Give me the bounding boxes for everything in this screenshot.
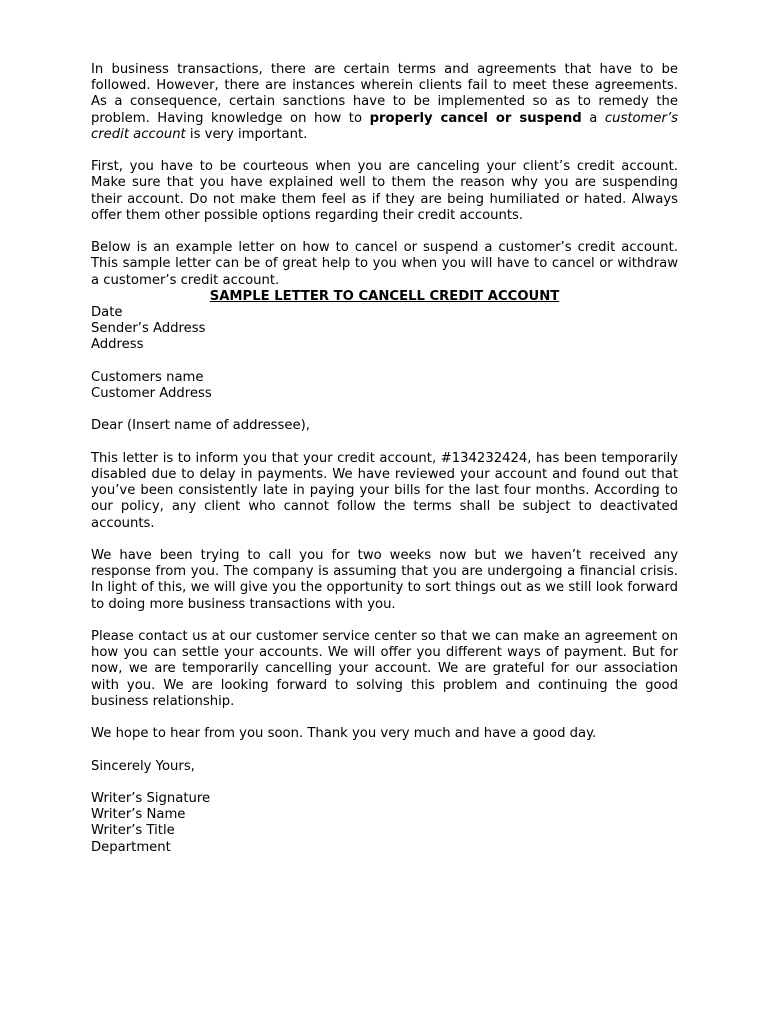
intro-text-c: is very important. xyxy=(185,126,308,142)
writer-title: Writer’s Title xyxy=(91,823,175,839)
sender-date: Date xyxy=(91,305,123,321)
writer-name: Writer’s Name xyxy=(91,807,186,823)
intro-italic-phrase: customer’s credit account xyxy=(91,110,679,142)
customer-block xyxy=(91,370,678,402)
salutation: Dear (Insert name of addressee), xyxy=(91,418,310,434)
customer-name: Customers name xyxy=(91,369,204,385)
sender-address-label: Sender’s Address xyxy=(91,321,206,337)
letter-heading: SAMPLE LETTER TO CANCELL CREDIT ACCOUNT xyxy=(209,288,560,304)
letter-body-2: We have been trying to call you for two weeks now but we haven’t received any response from you. The company is assuming that you are undergoing a financial crisis. In light of this, we will give you the opportunity to sort things out as we still look forward to doing more business transactions with you. xyxy=(91,548,678,612)
closing: Sincerely Yours, xyxy=(91,758,195,774)
intro-paragraph-1 xyxy=(91,62,678,143)
intro-bold-phrase: properly cancel or suspend xyxy=(369,110,582,126)
letter-body-1: This letter is to inform you that your credit account, #134232424, has been temporarily disabled due to delay in payments. We have reviewed your account and found out that you’ve been consistently late in paying your bills for the last four months. According to our policy, any client who cannot follow the terms shall be subject to deactivated accounts. xyxy=(91,450,678,531)
customer-address: Customer Address xyxy=(91,386,212,402)
signature-block xyxy=(91,791,678,856)
letter-body-3: Please contact us at our customer service center so that we can make an agreement on how you can settle your accounts. We will offer you different ways of payment. But for now, we are temporarily cancelling your account. We are grateful for our association with you. We are looking forward to solving this problem and continuing the good business relationship. xyxy=(91,629,678,709)
sender-address: Address xyxy=(91,337,144,353)
writer-signature: Writer’s Signature xyxy=(91,790,211,806)
letter-body-4: We hope to hear from you soon. Thank you very much and have a good day. xyxy=(91,726,597,742)
intro-paragraph-2: First, you have to be courteous when you are canceling your client’s credit account. Make sure that you have explained well to them the reason why you are suspending their account. Do not make them feel as if they are being humiliated or hated. Always offer them other possible options regarding their credit accounts. xyxy=(91,159,678,223)
document-page xyxy=(91,62,678,856)
writer-department: Department xyxy=(91,839,171,855)
intro-text-b: a xyxy=(581,110,605,126)
sender-block xyxy=(91,305,678,354)
intro-text-a: In business transactions, there are certain terms and agreements that have to be followed. However, there are instances wherein clients fail to meet these agreements. As a consequence, certain sanctions have to be implemented so as to remedy the problem. Having knowledge on how to xyxy=(91,62,678,126)
intro-paragraph-3: Below is an example letter on how to cancel or suspend a customer’s credit account. This sample letter can be of great help to you when you will have to cancel or withdraw a customer’s credit account. xyxy=(91,240,678,288)
